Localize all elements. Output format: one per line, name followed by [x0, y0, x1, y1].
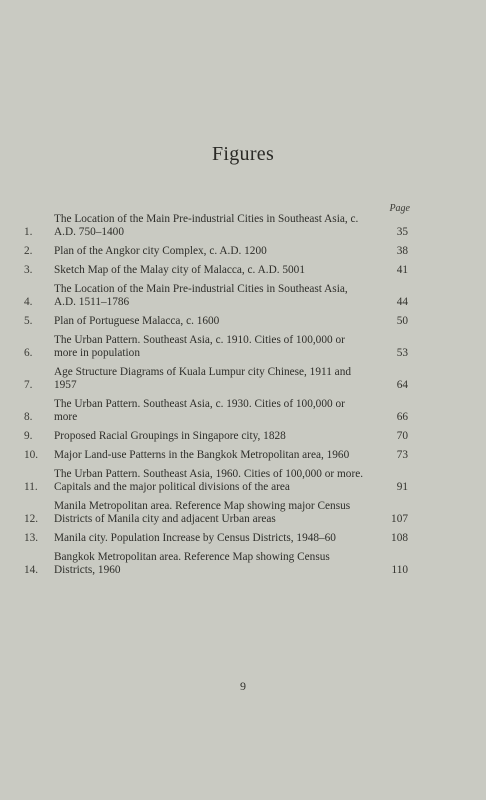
figure-entry: [24, 245, 408, 258]
figure-title: Major Land-use Patterns in the Bangkok Metropolitan area, 1960: [54, 449, 350, 461]
figure-number: 5.: [24, 315, 33, 327]
figure-title: The Location of the Main Pre-industrial Cities in Southeast Asia, c. A.D. 750–1400: [54, 213, 359, 238]
figure-title: Sketch Map of the Malay city of Malacca, c. A.D. 5001: [54, 264, 305, 276]
figure-page: 66: [396, 411, 408, 423]
figure-entry: [24, 532, 408, 545]
figure-entry: [24, 264, 408, 277]
figure-page: 38: [396, 245, 408, 257]
figure-title: The Urban Pattern. Southeast Asia, c. 1930. Cities of 100,000 or more: [54, 398, 345, 423]
figure-page: 44: [396, 296, 408, 308]
figure-page: 107: [391, 513, 408, 525]
figure-entry: [24, 449, 408, 462]
figure-title: The Urban Pattern. Southeast Asia, 1960. Cities of 100,000 or more. Capitals and the major political divisions of the area: [54, 468, 364, 493]
figure-title: The Urban Pattern. Southeast Asia, c. 1910. Cities of 100,000 or more in population: [54, 334, 345, 359]
figure-number: 9.: [24, 430, 33, 442]
figure-title: Plan of the Angkor city Complex, c. A.D. 1200: [54, 245, 267, 257]
figure-number: 10.: [24, 449, 39, 461]
figure-entry: [24, 315, 408, 328]
figure-page: 64: [396, 379, 408, 391]
figure-number: 14.: [24, 564, 39, 576]
figure-entry: [24, 283, 408, 309]
figure-title: Age Structure Diagrams of Kuala Lumpur city Chinese, 1911 and 1957: [54, 366, 351, 391]
figure-entry: [24, 398, 408, 424]
figure-number: 12.: [24, 513, 39, 525]
figure-page: 110: [391, 564, 408, 576]
figure-number: 13.: [24, 532, 39, 544]
figure-title: Proposed Racial Groupings in Singapore city, 1828: [54, 430, 286, 442]
figure-number: 3.: [24, 264, 33, 276]
figure-title: Plan of Portuguese Malacca, c. 1600: [54, 315, 220, 327]
figure-number: 1.: [24, 226, 33, 238]
figure-entry: [24, 551, 408, 577]
figure-number: 8.: [24, 411, 33, 423]
figure-entry: [24, 213, 408, 239]
page-title: Figures: [211, 143, 275, 165]
figure-title: Manila city. Population Increase by Census Districts, 1948–60: [54, 532, 336, 544]
figure-number: 4.: [24, 296, 33, 308]
figure-page: 41: [396, 264, 408, 276]
figure-title: Bangkok Metropolitan area. Reference Map showing Census Districts, 1960: [54, 551, 330, 576]
figure-number: 6.: [24, 347, 33, 359]
figure-page: 73: [396, 449, 408, 461]
page-number: 9: [240, 679, 246, 693]
figure-entry: [24, 366, 408, 392]
figure-title: The Location of the Main Pre-industrial Cities in Southeast Asia, A.D. 1511–1786: [54, 283, 348, 308]
figure-number: 7.: [24, 379, 33, 391]
page-column-label: Page: [389, 203, 410, 214]
figure-entry: [24, 468, 408, 494]
figure-page: 70: [396, 430, 408, 442]
figure-entry: [24, 334, 408, 360]
figure-page: 91: [396, 481, 408, 493]
figure-page: 108: [391, 532, 408, 544]
figure-entry: [24, 430, 408, 443]
figure-entry: [24, 500, 408, 526]
figure-page: 50: [396, 315, 408, 327]
figure-number: 11.: [24, 481, 38, 493]
figure-list: [24, 213, 408, 583]
figure-page: 53: [396, 347, 408, 359]
figure-title: Manila Metropolitan area. Reference Map showing major Census Districts of Manila city and adjacent Urban areas: [54, 500, 351, 525]
figure-page: 35: [396, 226, 408, 238]
figure-number: 2.: [24, 245, 33, 257]
